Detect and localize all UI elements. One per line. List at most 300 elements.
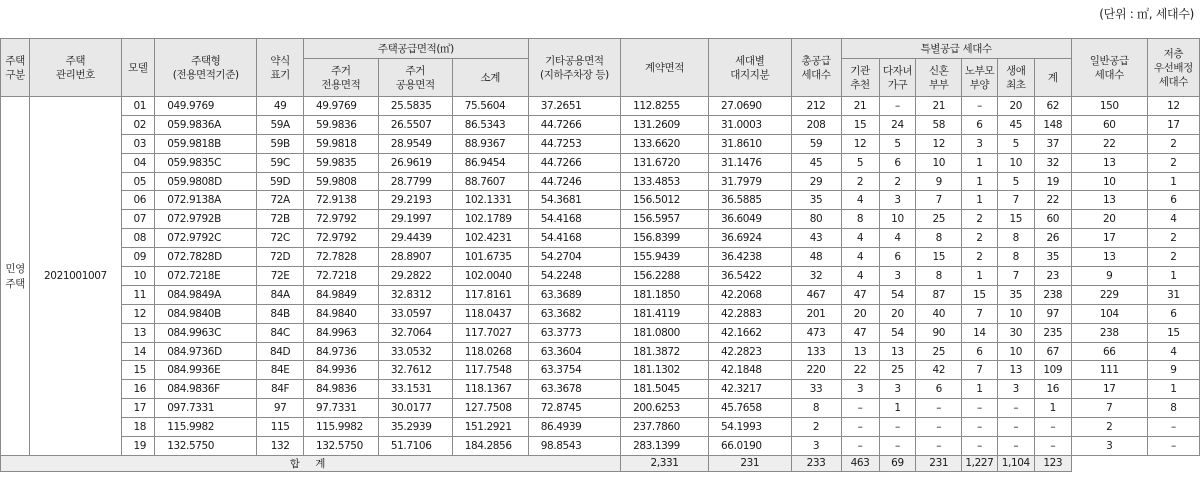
house-class-cell	[1, 97, 30, 456]
header-abbreviation	[257, 39, 304, 97]
cell-total: 8	[791, 399, 841, 418]
housing-supply-table	[0, 38, 1200, 472]
cell-common: 25.5835	[378, 97, 452, 116]
cell-other: 86.4939	[528, 418, 620, 437]
table-row	[1, 97, 1200, 116]
cell-abbr: 84C	[257, 323, 304, 342]
cell-contract: 133.4853	[621, 172, 709, 191]
cell-model: 03	[121, 134, 155, 153]
cell-lowfloor: 1	[1147, 380, 1199, 399]
cell-abbr: 132	[257, 437, 304, 456]
cell-multi: 2	[879, 172, 916, 191]
cell-multi: 54	[879, 285, 916, 304]
cell-other: 63.3689	[528, 285, 620, 304]
cell-common: 30.0177	[378, 399, 452, 418]
cell-exclusive: 72.9792	[303, 229, 378, 248]
cell-land: 42.2068	[709, 285, 792, 304]
table-row	[1, 304, 1200, 323]
cell-general: 13	[1071, 153, 1147, 172]
header-total-supply	[791, 39, 841, 97]
header-line: 기관	[850, 64, 870, 77]
table-row	[1, 399, 1200, 418]
cell-land: 66.0190	[709, 437, 792, 456]
header-line: 세대수	[801, 68, 831, 81]
cell-elder: 7	[962, 304, 998, 323]
cell-exclusive: 84.9963	[303, 323, 378, 342]
cell-model: 18	[121, 418, 155, 437]
header-line: 추천	[850, 78, 870, 91]
cell-model: 02	[121, 115, 155, 134]
cell-general: 13	[1071, 191, 1147, 210]
cell-sp_sum: 23	[1034, 267, 1071, 286]
cell-land: 54.1993	[709, 418, 792, 437]
cell-multi: 20	[879, 304, 916, 323]
cell-abbr: 84F	[257, 380, 304, 399]
cell-sp_sum: 26	[1034, 229, 1071, 248]
header-special-supply: 특별공급 세대수	[841, 39, 1071, 59]
cell-lowfloor: 2	[1147, 153, 1199, 172]
cell-other: 54.4168	[528, 210, 620, 229]
header-line: 저층	[1163, 47, 1184, 60]
cell-sp_sum: 109	[1034, 361, 1071, 380]
cell-exclusive: 72.7218	[303, 267, 378, 286]
header-line: 일반공급	[1089, 54, 1129, 67]
cell-model: 10	[121, 267, 155, 286]
header-supply-area: 주택공급면적(㎡)	[303, 39, 528, 59]
cell-first: 3	[997, 380, 1034, 399]
cell-land: 42.2823	[709, 342, 792, 361]
header-line: 관리번호	[55, 68, 95, 81]
cell-subtotal: 102.1331	[452, 191, 528, 210]
cell-newlywed: 6	[916, 380, 962, 399]
cell-general: 17	[1071, 229, 1147, 248]
cell-type: 072.7218E	[155, 267, 257, 286]
cell-general: 7	[1071, 399, 1147, 418]
cell-land: 42.3217	[709, 380, 792, 399]
cell-model: 12	[121, 304, 155, 323]
cell-general: 20	[1071, 210, 1147, 229]
cell-elder: 1	[962, 267, 998, 286]
cell-general: 22	[1071, 134, 1147, 153]
cell-sp_sum: 35	[1034, 248, 1071, 267]
cell-inst: 13	[841, 342, 879, 361]
cell-newlywed: 8	[916, 229, 962, 248]
cell-common: 51.7106	[378, 437, 452, 456]
cell-newlywed: –	[916, 418, 962, 437]
cell-first: 10	[997, 304, 1034, 323]
cell-abbr: 49	[257, 97, 304, 116]
cell-first: 8	[997, 229, 1034, 248]
cell-lowfloor: 8	[1147, 399, 1199, 418]
cell-common: 29.2193	[378, 191, 452, 210]
cell-total: 3	[791, 437, 841, 456]
cell-common: 33.1531	[378, 380, 452, 399]
cell-total: 43	[791, 229, 841, 248]
cell-first: 10	[997, 342, 1034, 361]
cell-subtotal: 88.9367	[452, 134, 528, 153]
cell-land: 31.0003	[709, 115, 792, 134]
cell-common: 29.4439	[378, 229, 452, 248]
header-line: 전용면적	[321, 78, 361, 91]
cell-subtotal: 88.7607	[452, 172, 528, 191]
cell-elder: –	[962, 399, 998, 418]
cell-abbr: 72A	[257, 191, 304, 210]
cell-lowfloor: 31	[1147, 285, 1199, 304]
cell-multi: 6	[879, 153, 916, 172]
cell-type: 059.9818B	[155, 134, 257, 153]
cell-subtotal: 127.7508	[452, 399, 528, 418]
cell-type: 084.9736D	[155, 342, 257, 361]
cell-elder: 6	[962, 342, 998, 361]
cell-model: 13	[121, 323, 155, 342]
cell-elder: 15	[962, 285, 998, 304]
total-value: 463	[841, 455, 879, 471]
cell-land: 42.1848	[709, 361, 792, 380]
cell-model: 04	[121, 153, 155, 172]
header-line: (지하주차장 등)	[540, 68, 609, 81]
cell-common: 33.0597	[378, 304, 452, 323]
cell-subtotal: 75.5604	[452, 97, 528, 116]
header-line: 부양	[969, 78, 990, 91]
cell-multi: –	[879, 418, 916, 437]
cell-total: 80	[791, 210, 841, 229]
cell-total: 133	[791, 342, 841, 361]
cell-type: 059.9836A	[155, 115, 257, 134]
header-line: 우선배정	[1153, 61, 1193, 74]
cell-subtotal: 102.4231	[452, 229, 528, 248]
cell-multi: 3	[879, 380, 916, 399]
cell-model: 06	[121, 191, 155, 210]
cell-first: 10	[997, 153, 1034, 172]
cell-lowfloor: 9	[1147, 361, 1199, 380]
cell-general: 17	[1071, 380, 1147, 399]
cell-total: 29	[791, 172, 841, 191]
cell-inst: 47	[841, 323, 879, 342]
cell-general: 60	[1071, 115, 1147, 134]
table-row	[1, 191, 1200, 210]
cell-model: 15	[121, 361, 155, 380]
cell-general: 238	[1071, 323, 1147, 342]
cell-first: 35	[997, 285, 1034, 304]
cell-total: 48	[791, 248, 841, 267]
cell-common: 35.2939	[378, 418, 452, 437]
cell-contract: 156.8399	[621, 229, 709, 248]
cell-multi: 10	[879, 210, 916, 229]
cell-abbr: 84E	[257, 361, 304, 380]
cell-first: 15	[997, 210, 1034, 229]
cell-type: 084.9849A	[155, 285, 257, 304]
cell-exclusive: 84.9836	[303, 380, 378, 399]
header-contract-area: 계약면적	[621, 39, 709, 97]
cell-other: 44.7246	[528, 172, 620, 191]
cell-newlywed: 10	[916, 153, 962, 172]
cell-abbr: 72C	[257, 229, 304, 248]
header-line: 공용면적	[395, 78, 435, 91]
cell-type: 059.9808D	[155, 172, 257, 191]
cell-other: 44.7266	[528, 153, 620, 172]
cell-newlywed: 87	[916, 285, 962, 304]
cell-common: 28.9549	[378, 134, 452, 153]
cell-type: 084.9963C	[155, 323, 257, 342]
cell-land: 36.5885	[709, 191, 792, 210]
table-row	[1, 418, 1200, 437]
cell-sp_sum: 238	[1034, 285, 1071, 304]
cell-elder: 1	[962, 191, 998, 210]
cell-subtotal: 86.9454	[452, 153, 528, 172]
cell-abbr: 72B	[257, 210, 304, 229]
cell-inst: 21	[841, 97, 879, 116]
cell-model: 08	[121, 229, 155, 248]
cell-total: 473	[791, 323, 841, 342]
cell-contract: 181.1850	[621, 285, 709, 304]
cell-contract: 181.4119	[621, 304, 709, 323]
cell-land: 42.1662	[709, 323, 792, 342]
cell-common: 33.0532	[378, 342, 452, 361]
cell-subtotal: 102.1789	[452, 210, 528, 229]
house-class-line: 주택	[5, 277, 25, 290]
cell-total: 33	[791, 380, 841, 399]
cell-type: 072.9138A	[155, 191, 257, 210]
cell-exclusive: 84.9840	[303, 304, 378, 323]
cell-model: 19	[121, 437, 155, 456]
cell-other: 63.3604	[528, 342, 620, 361]
cell-first: 8	[997, 248, 1034, 267]
cell-elder: –	[962, 97, 998, 116]
header-house-type	[155, 39, 257, 97]
cell-general: 111	[1071, 361, 1147, 380]
cell-common: 26.5507	[378, 115, 452, 134]
header-line: 생애	[1006, 64, 1026, 77]
table-row	[1, 323, 1200, 342]
cell-abbr: 72D	[257, 248, 304, 267]
cell-type: 084.9936E	[155, 361, 257, 380]
header-low-floor	[1147, 39, 1199, 97]
cell-common: 32.7612	[378, 361, 452, 380]
cell-abbr: 59B	[257, 134, 304, 153]
cell-type: 072.9792B	[155, 210, 257, 229]
table-row	[1, 134, 1200, 153]
cell-common: 32.8312	[378, 285, 452, 304]
cell-newlywed: 9	[916, 172, 962, 191]
cell-multi: 1	[879, 399, 916, 418]
header-line: 약식	[270, 54, 290, 67]
cell-exclusive: 115.9982	[303, 418, 378, 437]
total-value: 1,227	[962, 455, 998, 471]
header-sp-newlywed	[916, 59, 962, 97]
header-general-supply	[1071, 39, 1147, 97]
cell-contract: 156.2288	[621, 267, 709, 286]
cell-common: 28.7799	[378, 172, 452, 191]
cell-type: 084.9836F	[155, 380, 257, 399]
cell-abbr: 84B	[257, 304, 304, 323]
cell-newlywed: 21	[916, 97, 962, 116]
cell-total: 220	[791, 361, 841, 380]
cell-subtotal: 151.2921	[452, 418, 528, 437]
cell-multi: 25	[879, 361, 916, 380]
cell-sp_sum: 1	[1034, 399, 1071, 418]
cell-first: 7	[997, 267, 1034, 286]
table-row	[1, 229, 1200, 248]
cell-exclusive: 84.9736	[303, 342, 378, 361]
cell-land: 36.5422	[709, 267, 792, 286]
header-other-common-area	[528, 39, 620, 97]
cell-abbr: 115	[257, 418, 304, 437]
cell-subtotal: 117.8161	[452, 285, 528, 304]
table-row	[1, 153, 1200, 172]
cell-common: 28.8907	[378, 248, 452, 267]
cell-inst: –	[841, 399, 879, 418]
cell-common: 32.7064	[378, 323, 452, 342]
cell-elder: 1	[962, 380, 998, 399]
cell-elder: 3	[962, 134, 998, 153]
header-management-no	[30, 39, 121, 97]
cell-contract: 131.6720	[621, 153, 709, 172]
total-label: 합 계	[1, 455, 621, 471]
cell-common: 29.1997	[378, 210, 452, 229]
cell-elder: 2	[962, 229, 998, 248]
table-row	[1, 361, 1200, 380]
cell-first: 30	[997, 323, 1034, 342]
cell-inst: 3	[841, 380, 879, 399]
cell-model: 11	[121, 285, 155, 304]
header-line: 세대수	[1094, 68, 1124, 81]
cell-sp_sum: 37	[1034, 134, 1071, 153]
header-line: 가구	[887, 78, 908, 91]
cell-type: 084.9840B	[155, 304, 257, 323]
cell-lowfloor: 4	[1147, 342, 1199, 361]
cell-elder: 14	[962, 323, 998, 342]
cell-land: 31.8610	[709, 134, 792, 153]
cell-model: 16	[121, 380, 155, 399]
table-row	[1, 380, 1200, 399]
cell-exclusive: 59.9808	[303, 172, 378, 191]
header-sp-elderly-parent	[962, 59, 998, 97]
cell-contract: 181.5045	[621, 380, 709, 399]
header-line: 대지지분	[730, 68, 770, 81]
cell-newlywed: 7	[916, 191, 962, 210]
cell-sp_sum: 16	[1034, 380, 1071, 399]
cell-sp_sum: 97	[1034, 304, 1071, 323]
cell-sp_sum: 67	[1034, 342, 1071, 361]
cell-exclusive: 72.7828	[303, 248, 378, 267]
cell-first: 5	[997, 172, 1034, 191]
total-value: 2,331	[621, 455, 709, 471]
cell-sp_sum: –	[1034, 418, 1071, 437]
header-sp-multi-child	[879, 59, 916, 97]
cell-lowfloor: 2	[1147, 134, 1199, 153]
cell-total: 59	[791, 134, 841, 153]
cell-type: 072.9792C	[155, 229, 257, 248]
cell-inst: 4	[841, 229, 879, 248]
cell-total: 212	[791, 97, 841, 116]
cell-inst: 4	[841, 248, 879, 267]
cell-sp_sum: 60	[1034, 210, 1071, 229]
cell-abbr: 59C	[257, 153, 304, 172]
cell-sp_sum: 235	[1034, 323, 1071, 342]
cell-model: 17	[121, 399, 155, 418]
total-value: 123	[1034, 455, 1071, 471]
total-value: 69	[879, 455, 916, 471]
cell-other: 63.3773	[528, 323, 620, 342]
cell-inst: 2	[841, 172, 879, 191]
cell-general: 10	[1071, 172, 1147, 191]
cell-exclusive: 132.5750	[303, 437, 378, 456]
cell-newlywed: 58	[916, 115, 962, 134]
cell-lowfloor: 17	[1147, 115, 1199, 134]
cell-other: 54.3681	[528, 191, 620, 210]
cell-exclusive: 59.9818	[303, 134, 378, 153]
cell-first: 45	[997, 115, 1034, 134]
cell-type: 097.7331	[155, 399, 257, 418]
header-line: 세대별	[735, 54, 765, 67]
cell-common: 26.9619	[378, 153, 452, 172]
cell-inst: –	[841, 437, 879, 456]
cell-newlywed: 90	[916, 323, 962, 342]
cell-exclusive: 49.9769	[303, 97, 378, 116]
cell-other: 44.7266	[528, 115, 620, 134]
cell-total: 32	[791, 267, 841, 286]
cell-other: 98.8543	[528, 437, 620, 456]
cell-contract: 237.7860	[621, 418, 709, 437]
header-line: 노부모	[964, 64, 995, 77]
cell-inst: 15	[841, 115, 879, 134]
cell-model: 14	[121, 342, 155, 361]
cell-multi: 6	[879, 248, 916, 267]
cell-multi: 24	[879, 115, 916, 134]
cell-other: 44.7253	[528, 134, 620, 153]
cell-land: 36.4238	[709, 248, 792, 267]
cell-model: 01	[121, 97, 155, 116]
cell-multi: 5	[879, 134, 916, 153]
cell-abbr: 84A	[257, 285, 304, 304]
cell-contract: 112.8255	[621, 97, 709, 116]
cell-subtotal: 101.6735	[452, 248, 528, 267]
cell-exclusive: 97.7331	[303, 399, 378, 418]
cell-land: 36.6049	[709, 210, 792, 229]
house-class-line: 민영	[5, 262, 25, 275]
cell-contract: 181.1302	[621, 361, 709, 380]
cell-total: 467	[791, 285, 841, 304]
cell-contract: 181.0800	[621, 323, 709, 342]
header-exclusive-area	[303, 59, 378, 97]
cell-subtotal: 118.0268	[452, 342, 528, 361]
header-line: 주거	[331, 64, 351, 77]
cell-exclusive: 84.9849	[303, 285, 378, 304]
cell-contract: 155.9439	[621, 248, 709, 267]
cell-total: 35	[791, 191, 841, 210]
cell-total: 201	[791, 304, 841, 323]
cell-elder: 2	[962, 248, 998, 267]
cell-multi: 3	[879, 267, 916, 286]
cell-first: –	[997, 418, 1034, 437]
cell-general: 229	[1071, 285, 1147, 304]
header-line: 총공급	[801, 54, 831, 67]
total-row	[1, 455, 1200, 471]
header-line: 기타공용면적	[545, 54, 604, 67]
cell-first: 7	[997, 191, 1034, 210]
total-value: 231	[709, 455, 792, 471]
cell-lowfloor: 2	[1147, 229, 1199, 248]
cell-inst: 47	[841, 285, 879, 304]
cell-lowfloor: –	[1147, 437, 1199, 456]
cell-type: 115.9982	[155, 418, 257, 437]
header-common-area	[378, 59, 452, 97]
total-value: 231	[916, 455, 962, 471]
cell-inst: 22	[841, 361, 879, 380]
cell-sp_sum: –	[1034, 437, 1071, 456]
header-land-share	[709, 39, 792, 97]
cell-common: 29.2822	[378, 267, 452, 286]
